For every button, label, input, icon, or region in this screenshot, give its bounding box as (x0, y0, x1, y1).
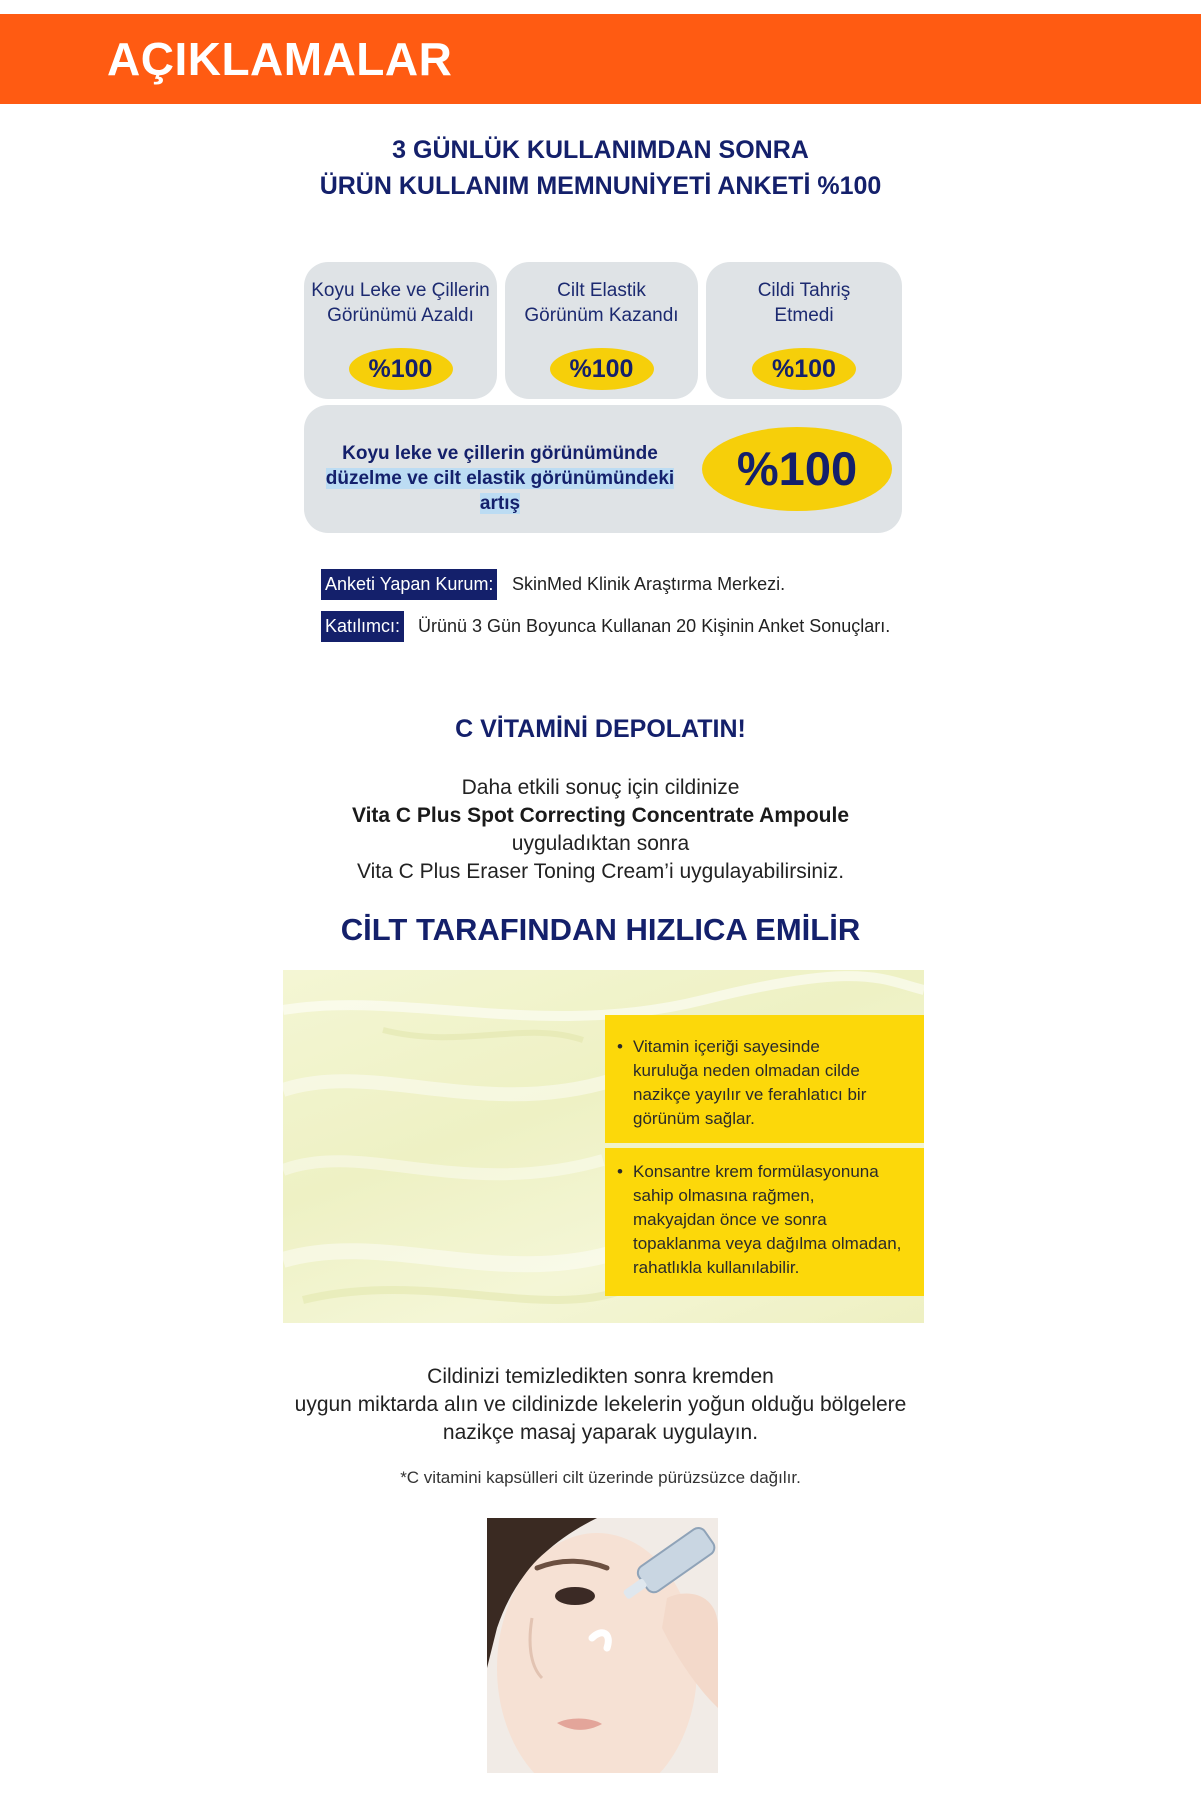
stat-card-dark-spots (304, 262, 497, 399)
survey-title-line1: 3 GÜNLÜK KULLANIMDAN SONRA (392, 136, 809, 164)
usage-note: *C vitamini kapsülleri cilt üzerinde pürüzsüzce dağılır. (400, 1468, 801, 1487)
vitamin-text: Daha etkili sonuç için cildinize Vita C Plus Spot Correcting Concentrate Ampoule uyguladıktan sonra Vita C Plus Eraser Toning Cream’i uygulayabilirsiniz. (351, 776, 850, 883)
institution-value: SkinMed Klinik Araştırma Merkezi. (512, 574, 786, 594)
stat-card-value: %100 (550, 348, 654, 390)
stat-card-no-irritation (706, 262, 902, 399)
vitamin-title: C VİTAMİNİ DEPOLATIN! (455, 715, 746, 743)
participant-value: Ürünü 3 Gün Boyunca Kullanan 20 Kişinin Anket Sonuçları. (418, 616, 891, 636)
page-title: AÇIKLAMALAR (107, 33, 453, 85)
feature-bullet-1: • Vitamin içeriği sayesinde kuruluğa neden olmadan cilde nazikçe yayılır ve ferahlatıcı bir görünüm sağlar. (617, 1035, 918, 1131)
stat-card-label: Koyu Leke ve Çillerin Görünümü Azaldı (311, 280, 490, 326)
summary-card (304, 405, 902, 533)
usage-text: Cildinizi temizledikten sonra kremden uygun miktarda alın ve cildinizde lekelerin yoğun olduğu bölgelere nazikçe masaj yaparak uygulayın. (294, 1365, 907, 1444)
feature-bullet-2: • Konsantre krem formülasyonuna sahip olmasına rağmen, makyajdan önce ve sonra topaklanma veya dağılma olmadan, rahatlıkla kullanılabilir. (617, 1160, 918, 1280)
summary-value: %100 (702, 427, 892, 511)
absorb-title: CİLT TARAFINDAN HIZLICA EMİLİR (340, 912, 861, 947)
model-face-graphic (487, 1518, 718, 1773)
stat-card-value: %100 (752, 348, 856, 390)
feature-box-1 (605, 1015, 924, 1143)
stat-card-elastic (505, 262, 698, 399)
model-application-photo (487, 1518, 718, 1773)
institution-label: Anketi Yapan Kurum: (321, 569, 497, 600)
stat-card-label: Cildi Tahriş Etmedi (757, 280, 851, 326)
summary-text: Koyu leke ve çillerin görünümünde düzelme ve cilt elastik görünümündeki artış (325, 443, 675, 514)
feature-box-2 (605, 1148, 924, 1296)
stat-card-value: %100 (349, 348, 453, 390)
cream-texture-image (283, 970, 924, 1323)
stat-card-label: Cilt Elastik Görünüm Kazandı (524, 280, 679, 326)
participant-label: Katılımcı: (321, 611, 404, 642)
survey-title-line2: ÜRÜN KULLANIM MEMNUNİYETİ ANKETİ %100 (319, 172, 882, 200)
